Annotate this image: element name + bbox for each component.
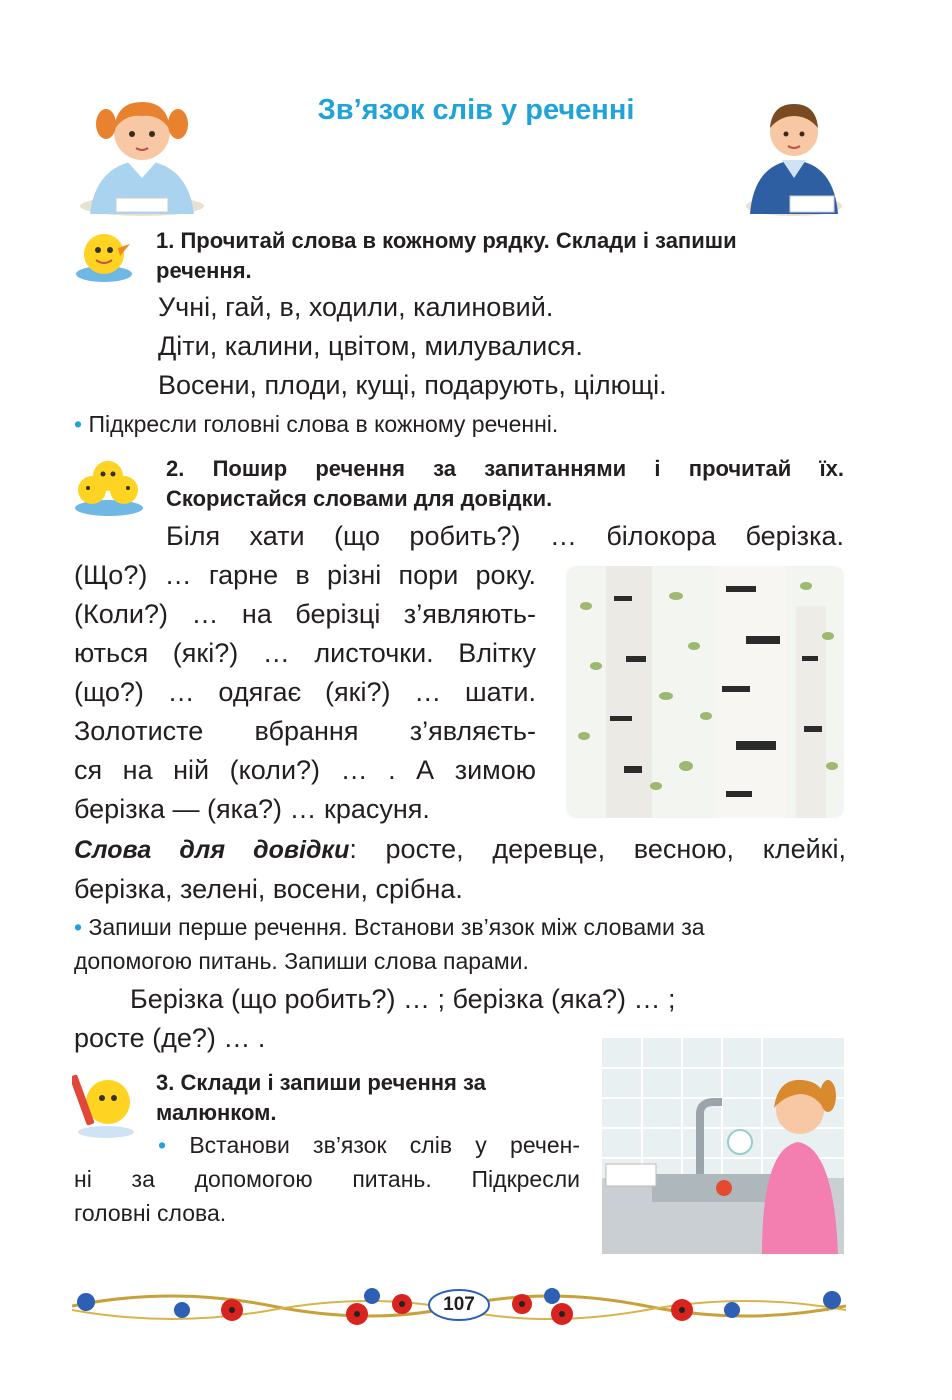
help-words-line1: : росте, деревце, весною, клейкі, — [349, 834, 846, 864]
task2-note-line2: допомогою питань. Запиши слова парами. — [74, 948, 529, 974]
task2-first-line: Біля хати (що робить?) … білокора берізка. — [166, 521, 844, 551]
task2-text-line: ся на ній (коли?) … . А зимою — [74, 755, 536, 785]
page-title: Зв’язок слів у реченні — [317, 94, 635, 126]
task2-text-line: (Коли?) … на берізці з’являють- — [74, 599, 536, 629]
task2-text — [74, 556, 536, 829]
task3-heading — [156, 1068, 586, 1128]
bullet: • — [74, 914, 83, 940]
chicks-group-icon — [72, 456, 146, 518]
chick-icon — [74, 226, 134, 284]
task1-line: Діти, калини, цвітом, милувалися. — [158, 331, 583, 361]
task2-text-line: ються (які?) … листочки. Влітку — [74, 638, 536, 668]
task2-text-line: Золотисте вбрання з’являєть- — [74, 716, 536, 746]
bullet: • — [74, 411, 83, 437]
task1-heading-line2: речення. — [156, 258, 252, 283]
task1-heading — [156, 226, 846, 286]
task1-note-text: Підкресли головні слова в кожному реченні. — [88, 411, 559, 437]
task3-note — [74, 1128, 580, 1230]
task2-note — [74, 910, 850, 978]
task1-line: Восени, плоди, кущі, подарують, цілющі. — [158, 370, 667, 400]
task3-note-line1: Встанови зв’язок слів у речен- — [189, 1132, 581, 1158]
task1-heading-line1: 1. Прочитай слова в кожному рядку. Склади і запиши — [156, 228, 737, 253]
task3-heading-line1: 3. Склади і запиши речення за — [156, 1070, 486, 1095]
task3-note-line3: головні слова. — [74, 1200, 227, 1226]
task2-text-line: (Що?) … гарне в різні пори року. — [74, 560, 536, 590]
task1-note — [74, 407, 854, 441]
task2-heading — [166, 454, 844, 514]
task2-heading-line1: 2. Пошир речення за запитаннями і прочитай їх. — [166, 456, 844, 481]
task3-note-line2: ні за допомогою питань. Підкресли — [74, 1166, 580, 1192]
bullet: • — [158, 1132, 167, 1158]
pairs-line2: росте (де?) … . — [74, 1023, 266, 1053]
task1-lines — [158, 288, 848, 405]
task2-text-line: (що?) … одягає (які?) … шати. — [74, 677, 536, 707]
task2-note-line1: Запиши перше речення. Встанови зв’язок між словами за — [88, 914, 705, 940]
help-words — [74, 830, 846, 909]
task3-heading-line2: малюнком. — [156, 1100, 277, 1125]
page-number: 107 — [443, 1294, 475, 1315]
birch-photo — [566, 566, 844, 818]
help-label: Слова для довідки — [74, 836, 350, 864]
task2-text-line: берізка — (яка?) … красуня. — [74, 794, 430, 824]
task1-line: Учні, гай, в, ходили, калиновий. — [158, 292, 554, 322]
girl-washing-dishes-illustration — [602, 1038, 844, 1254]
task2-heading-line2: Скористайся словами для довідки. — [166, 486, 553, 511]
pairs-line1: Берізка (що робить?) … ; берізка (яка?) … ; — [130, 984, 676, 1014]
help-words-line2: берізка, зелені, восени, срібна. — [74, 874, 463, 904]
